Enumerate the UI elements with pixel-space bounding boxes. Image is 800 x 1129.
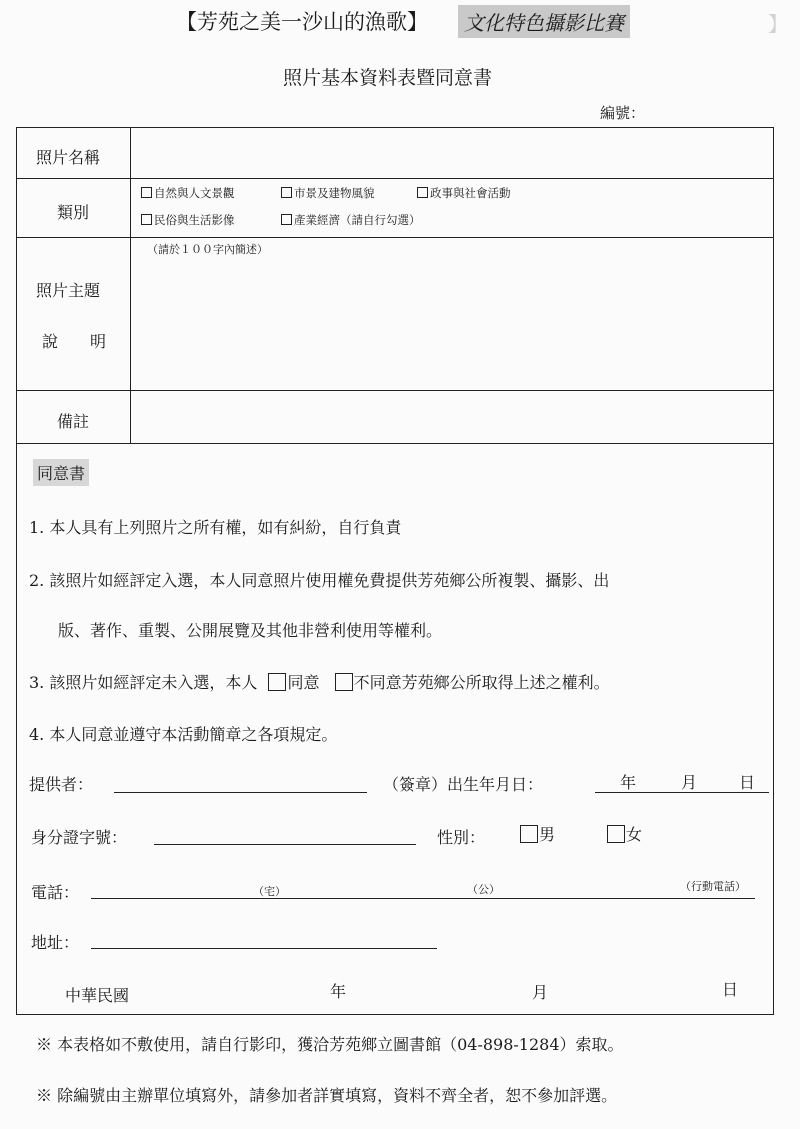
category-label: 類別 [57,203,90,222]
footer-note-copy: ※ 本表格如不敷使用，請自行影印，獲洽芳苑鄉立圖書館（04-898-1284）索取。 [36,1035,624,1054]
address-label: 地址： [31,933,80,952]
remarks-field[interactable] [132,392,772,441]
mobile-phone-label: （行動電話） [680,880,746,893]
consent-clause-2: 2. 該照片如經評定入選，本人同意照片使用權免費提供芳苑鄉公所複製、攝影、出 [29,571,610,590]
roc-month-label: 月 [532,983,549,1002]
roc-label: 中華民國 [65,986,130,1005]
roc-day-label: 日 [722,980,739,999]
category-option-nature[interactable]: 自然與人文景觀 [141,185,235,201]
category-option-politics[interactable]: 政事與社會活動 [417,185,511,201]
subject-description-field[interactable] [132,256,772,388]
provider-label: 提供者： [29,775,94,794]
subject-label: 照片主題 [36,281,101,300]
male-checkbox[interactable] [520,825,538,843]
category-option-industry[interactable]: 產業經濟（請自行勾選） [281,212,421,228]
consent-clause-1: 1. 本人具有上列照片之所有權，如有糾紛，自行負責 [29,518,402,537]
consent-clause-4: 4. 本人同意並遵守本活動簡章之各項規定。 [29,725,338,744]
birth-month-label: 月 [681,773,698,792]
form-frame [16,127,774,1015]
consent-clause-3: 3. 該照片如經評定未入選，本人 同意 不同意芳苑鄉公所取得上述之權利。 [29,673,610,692]
contest-category-tag: 文化特色攝影比賽 [458,5,630,38]
phone-line[interactable] [91,898,755,899]
footer-note-fill: ※ 除編號由主辦單位填寫外，請參加者詳實填寫，資料不齊全者，恕不參加評選。 [36,1086,618,1105]
checkbox-icon[interactable] [141,214,152,225]
checkbox-icon[interactable] [281,187,292,198]
row-divider [17,443,773,444]
disagree-checkbox[interactable] [335,673,353,691]
phone-label: 電話： [31,883,80,902]
provider-signature-line[interactable] [114,792,367,793]
gender-male-option[interactable]: 男 [520,822,555,845]
category-option-cityscape[interactable]: 市景及建物風貌 [281,185,375,201]
birth-day-label: 日 [739,773,756,792]
checkbox-icon[interactable] [141,187,152,198]
gender-label: 性別： [437,828,486,847]
bleed-through-bracket: 】 [768,12,788,36]
consent-title: 同意書 [33,459,89,486]
checkbox-icon[interactable] [417,187,428,198]
home-phone-label: （宅） [253,885,286,898]
birthdate-label: （簽章）出生年月日： [383,775,544,794]
gender-female-option[interactable]: 女 [607,822,642,845]
photo-name-field[interactable] [132,130,772,176]
contest-title: 【芳苑之美一沙山的漁歌】 [176,10,428,34]
form-title: 照片基本資料表暨同意書 [283,67,493,89]
remarks-label: 備註 [57,412,90,431]
column-divider [130,128,131,443]
category-option-folk[interactable]: 民俗與生活影像 [141,212,235,228]
photo-name-label: 照片名稱 [36,148,101,167]
female-checkbox[interactable] [607,825,625,843]
agree-checkbox[interactable] [268,673,286,691]
checkbox-icon[interactable] [281,214,292,225]
subject-hint: （請於１００字內簡述） [147,243,268,256]
consent-clause-2-continued: 版、著作、重製、公開展覽及其他非營利使用等權利。 [58,621,443,640]
address-line[interactable] [91,948,437,949]
description-label: 說 明 [42,332,107,351]
office-phone-label: （公） [467,883,500,896]
id-number-label: 身分證字號： [31,828,128,847]
birth-year-label: 年 [620,773,637,792]
serial-number-label: 編號： [600,104,646,122]
roc-year-label: 年 [330,982,347,1001]
id-number-line[interactable] [154,844,416,845]
